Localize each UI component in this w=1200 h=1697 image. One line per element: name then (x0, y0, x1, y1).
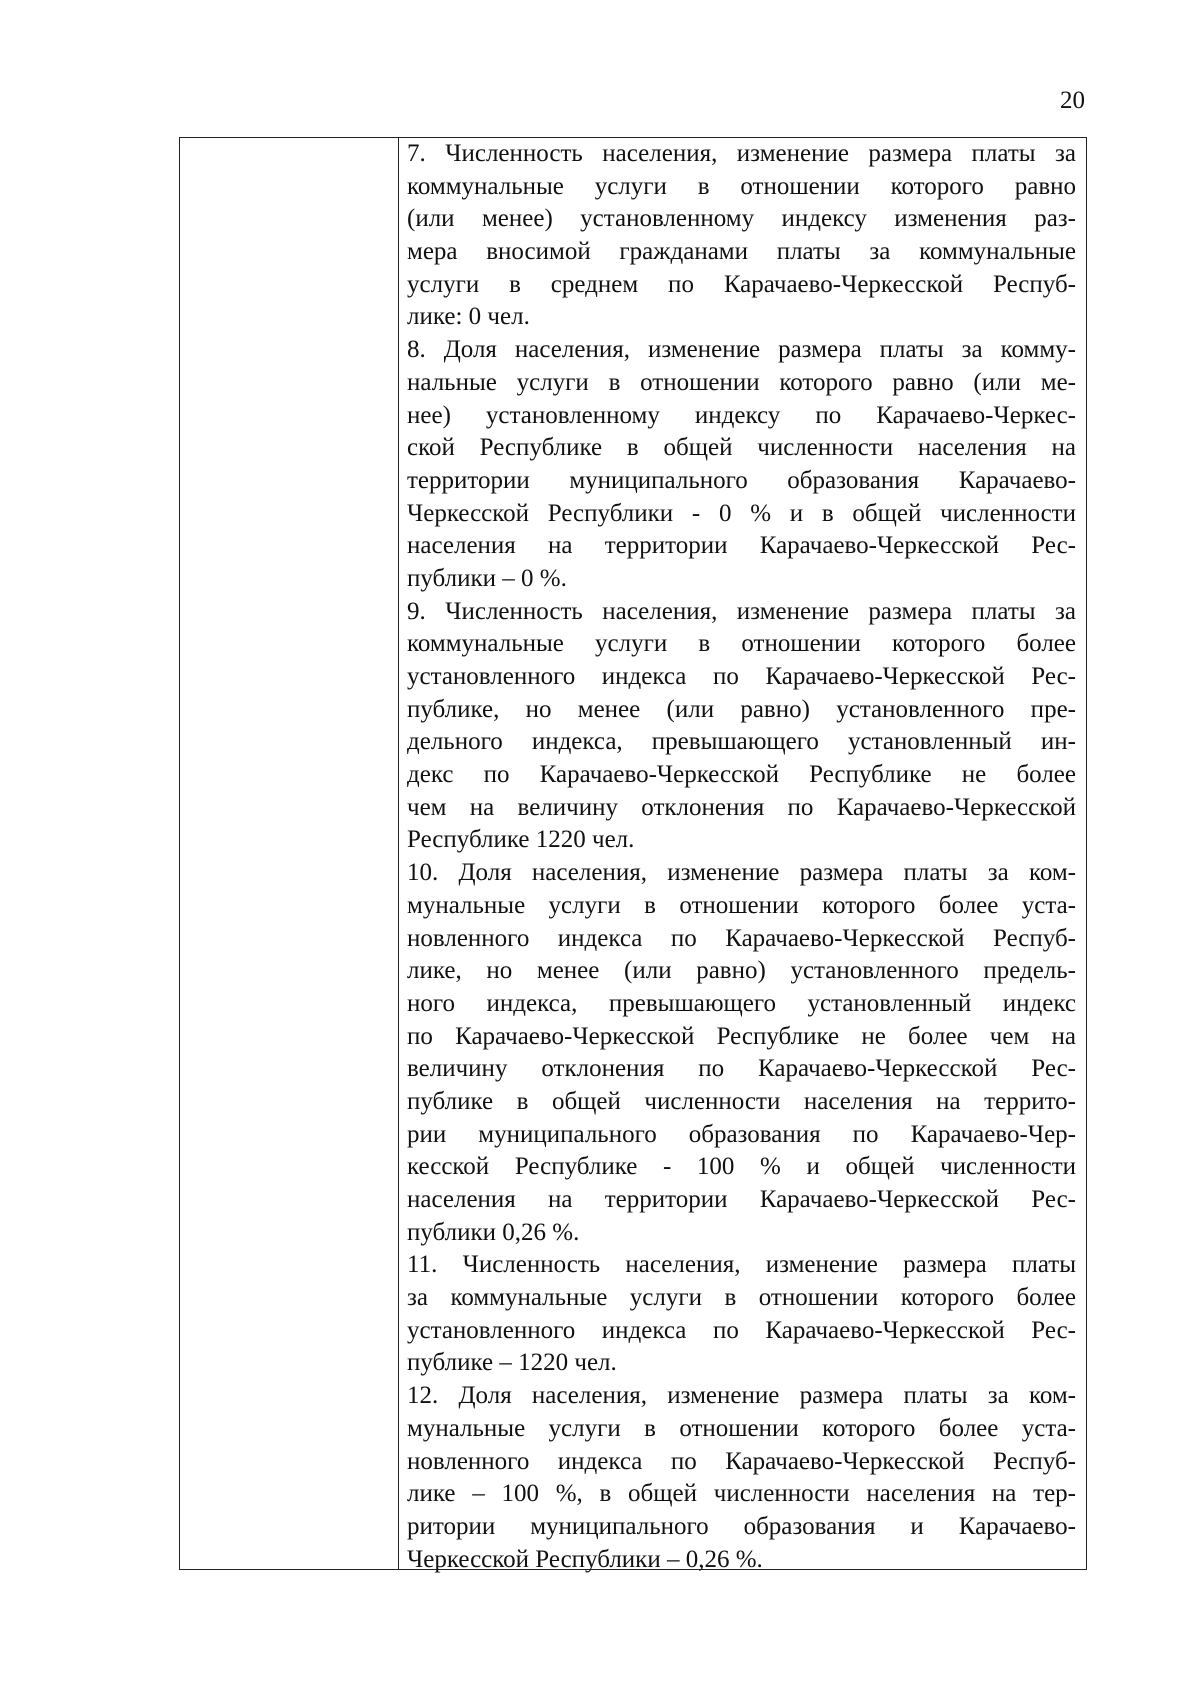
paragraph-line: ного индекса, превышающего установленный индекс (407, 989, 1076, 1017)
paragraph-line: 8. Доля населения, изменение размера платы за комму- (407, 336, 1076, 364)
paragraph-line: нее) установленному индексу по Карачаево-Черкес- (407, 401, 1076, 429)
paragraph-line: чем на величину отклонения по Карачаево-Черкесской (407, 793, 1076, 821)
paragraph-line: Черкесской Республики - 0 % и в общей численности (407, 499, 1076, 527)
paragraph-line: установленного индекса по Карачаево-Черкесской Рес- (407, 663, 1076, 690)
paragraph-line: публике – 1220 чел. (407, 1349, 617, 1377)
table-right-cell (399, 138, 1086, 1573)
table-left-cell (180, 138, 399, 1569)
list-item (407, 1380, 1076, 1576)
paragraph-line: кесской Республике - 100 % и общей численности (407, 1153, 1076, 1181)
paragraph-line: лике – 100 %, в общей численности населения на тер- (407, 1480, 1076, 1508)
list-item (407, 1249, 1076, 1380)
paragraph-line: установленного индекса по Карачаево-Черкесской Рес- (407, 1316, 1076, 1344)
paragraph-line: публике, но менее (или равно) установленного пре- (407, 695, 1076, 723)
list-item (407, 857, 1076, 1249)
paragraph-line: 12. Доля населения, изменение размера платы за ком- (407, 1382, 1076, 1410)
paragraph-line: Республике 1220 чел. (407, 826, 635, 854)
paragraph-line: ской Республике в общей численности населения на (407, 434, 1076, 462)
paragraph-line: услуги в среднем по Карачаево-Черкесской Респуб- (407, 270, 1076, 298)
paragraph-line: мера вносимой гражданами платы за коммунальные (407, 238, 1076, 266)
paragraph-line: (или менее) установленному индексу изменения раз- (407, 205, 1076, 233)
paragraph-line: декс по Карачаево-Черкесской Республике не более (407, 761, 1076, 789)
paragraph-line: по Карачаево-Черкесской Республике не более чем на (407, 1022, 1076, 1050)
list-item (407, 138, 1076, 334)
paragraph-line: публики – 0 %. (407, 564, 567, 592)
paragraph-line: новленного индекса по Карачаево-Черкесской Респуб- (407, 924, 1076, 952)
paragraph-line: 11. Численность населения, изменение размера платы (407, 1251, 1076, 1279)
paragraph-line: коммунальные услуги в отношении которого более (407, 630, 1076, 658)
document-table (179, 137, 1087, 1573)
paragraph-line: публики 0,26 %. (407, 1218, 580, 1246)
list-item (407, 334, 1076, 596)
paragraph-line: коммунальные услуги в отношении которого равно (407, 172, 1076, 200)
paragraph-line: мунальные услуги в отношении которого более уста- (407, 891, 1076, 919)
paragraph-line: ритории муниципального образования и Карачаево- (407, 1512, 1076, 1540)
paragraph-line: лике: 0 чел. (407, 303, 530, 331)
paragraph-line: мунальные услуги в отношении которого более уста- (407, 1414, 1076, 1442)
paragraph-line: Черкесской Республики – 0,26 %. (407, 1545, 763, 1573)
paragraph-line: дельного индекса, превышающего установленный ин- (407, 728, 1076, 756)
paragraph-line: новленного индекса по Карачаево-Черкесской Респуб- (407, 1447, 1076, 1475)
paragraph-line: территории муниципального образования Карачаево- (407, 466, 1076, 494)
list-item (407, 596, 1076, 858)
paragraph-line: величину отклонения по Карачаево-Черкесской Рес- (407, 1055, 1076, 1083)
paragraph-line: населения на территории Карачаево-Черкесской Рес- (407, 1186, 1076, 1213)
paragraph-line: лике, но менее (или равно) установленного предель- (407, 957, 1076, 985)
paragraph-line: нальные услуги в отношении которого равно (или ме- (407, 368, 1076, 396)
paragraph-line: 9. Численность населения, изменение размера платы за (407, 597, 1076, 625)
paragraph-line: населения на территории Карачаево-Черкесской Рес- (407, 532, 1076, 560)
paragraph-line: за коммунальные услуги в отношении которого более (407, 1284, 1076, 1312)
page-number: 20 (1060, 87, 1085, 114)
paragraph-line: 7. Численность населения, изменение размера платы за (407, 140, 1076, 167)
paragraph-line: рии муниципального образования по Карачаево-Чер- (407, 1120, 1076, 1148)
paragraph-line: 10. Доля населения, изменение размера платы за ком- (407, 859, 1076, 887)
paragraph-line: публике в общей численности населения на террито- (407, 1087, 1076, 1115)
